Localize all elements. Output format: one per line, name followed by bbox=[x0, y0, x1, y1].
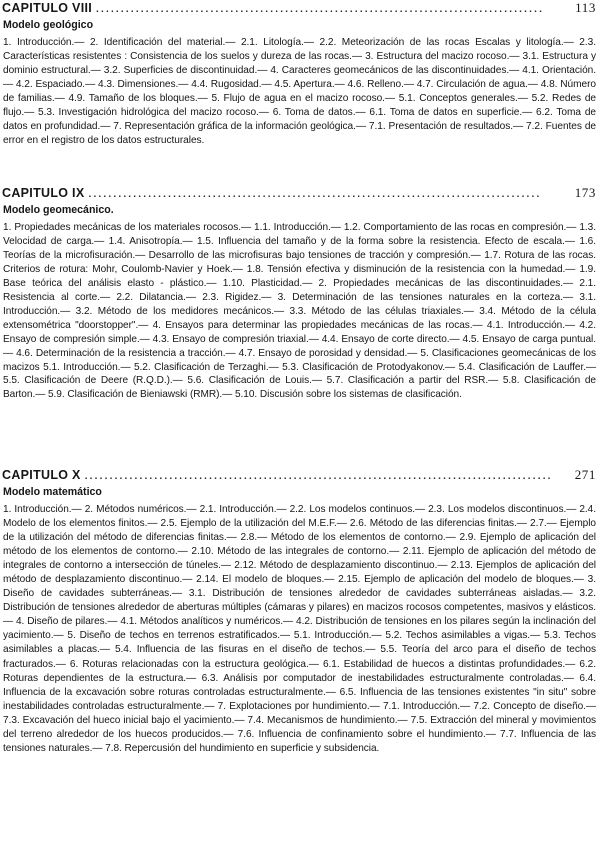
chapter-title: CAPITULO IX bbox=[2, 186, 85, 200]
chapter-subtitle: Modelo matemático bbox=[3, 486, 102, 498]
dot-leader: .......................................................................................... bbox=[96, 4, 545, 15]
chapter-heading-row bbox=[2, 185, 596, 203]
chapter-contents-text: 1. Introducción.— 2. Métodos numéricos.— 2.1. Introducción.— 2.2. Los modelos continuos.— 2.3. Los modelos discontinuos.— 2.4. Modelo de los elementos finitos.— 2.5. Ejemplo de la utilización del M.E.F.— 2.6. Método de las diferencias finitas.— 2.7.— Ejemplo de la utilización del método de diferencias finitas.— 2.8.— Método de los elementos de contorno.— 2.9. Ejemplo de aplicación del método de los elementos de contorno.— 2.10. Método de las integrales de contorno.— 2.11. Ejemplo de aplicación del método de integrales de contorno a intersección de túneles.— 2.12. Método de desplazamiento discontinuo.— 2.13. Ejemplos de aplicación del método de desplazamiento discontinuo.— 2.14. El modelo de bloques.— 2.15. Ejemplo de aplicación del modelo de bloques.— 3. Diseño de cavidades subterráneas.— 3.1. Distribución de tensiones alrededor de cavidades subterráneas aisladas.— 3.2. Distribución de tensiones alrededor de aberturas múltiples (cámaras y pilares) en macizos rocosos competentes, masivos y elásticos.— 4. Diseño de pilares.— 4.1. Métodos analíticos y numéricos.— 4.2. Distribución de tensiones en los pilares según la inclinación del yacimiento.— 5. Diseño de techos en terrenos estratificados.— 5.1. Introducción.— 5.2. Techos asimilables a vigas.— 5.3. Techos asimilables a placas.— 5.4. Influencia de las fisuras en el diseño de techos.— 5.5. Teoría del arco para el diseño de techos fracturados.— 6. Roturas relacionadas con la estructura geológica.— 6.1. Estabilidad de huecos a distintas profundidades.— 6.2. Roturas dependientes de la estructura.— 6.3. Análisis por computador de inestabilidades estructuralmente controladas.— 6.4. Influencia de la excavación sobre roturas controladas estructuralmente.— 6.5. Influencia de las tensiones existentes "in situ" sobre inestabilidades controladas estructuralmente.— 7. Explotaciones por hundimiento.— 7.1. Introducción.— 7.2. Concepto de diseño.— 7.3. Excavación del hueco inicial bajo el yacimiento.— 7.4. Mecanismos de hundimiento.— 7.5. Extracción del mineral y movimientos del terreno alrededor de los huecos producidos.— 7.6. Influencia de confinamiento sobre el hundimiento.— 7.7. Influencia de las tensiones naturales.— 7.8. Repercusión del hundimiento en superficie y subsidencia. bbox=[3, 504, 596, 754]
chapter-contents-text: 1. Propiedades mecánicas de los materiales rocosos.— 1.1. Introducción.— 1.2. Comportamiento de las rocas en compresión.— 1.3. Velocidad de carga.— 1.4. Anisotropía.— 1.5. Influencia del tamaño y de la forma sobre la resistencia. Efecto de escala.— 1.6. Teorías de la microfisuración.— Desarrollo de las microfisuras bajo tensiones de tracción y compresión.— 1.7. Rotura de las rocas. Criterios de rotura: Mohr, Coulomb-Navier y Hoek.— 1.8. Tensión efectiva y disminución de la resistencia con la humedad.— 1.9. Base teórica del análisis elasto - plástico.— 1.10. Plasticidad.— 2. Propiedades mecánicas de las discontinuidades.— 2.1. Resistencia al corte.— 2.2. Dilatancia.— 2.3. Rigidez.— 3. Determinación de las tensiones naturales en la corteza.— 3.1. Introducción.— 3.2. Método de los medidores mecánicos.— 3.3. Método de las células triaxiales.— 3.4. Método de la célula extensométrica "doorstopper".— 4. Ensayos para determinar las propiedades mecánicas de las rocas.— 4.1. Introducción.— 4.2. Ensayo de compresión simple.— 4.3. Ensayo de compresión triaxial.— 4.4. Ensayo de corte directo.— 4.5. Ensayo de carga puntual.— 4.6. Determinación de la resistencia a tracción.— 4.7. Ensayo de porosidad y densidad.— 5. Clasificaciones geomecánicas de los macizos 5.1. Introducción.— 5.2. Clasificación de Terzaghi.— 5.3. Clasificación de Protodyakonov.— 5.4. Clasificación de Lauffer.— 5.5. Clasificación de Deere (R.Q.D.).— 5.6. Clasificación de Louis.— 5.7. Clasificación a partir del RSR.— 5.8. Clasificación de Barton.— 5.9. Clasificación de Bieniawski (RMR).— 5.10. Discusión sobre los sistemas de clasificación. bbox=[3, 222, 596, 401]
chapter-title: CAPITULO VIII bbox=[2, 1, 93, 15]
chapter-page-number: 173 bbox=[574, 185, 596, 200]
chapter-heading-row bbox=[2, 467, 596, 485]
chapter-ix-entry bbox=[0, 185, 600, 402]
chapter-page-number: 113 bbox=[575, 0, 596, 15]
dot-leader: .............................................................................................. bbox=[84, 471, 553, 482]
chapter-viii-entry bbox=[0, 0, 600, 148]
chapter-title: CAPITULO X bbox=[2, 468, 81, 482]
chapter-page-number: 271 bbox=[574, 467, 596, 482]
chapter-contents-text: 1. Introducción.— 2. Identificación del material.— 2.1. Litología.— 2.2. Meteorización de las rocas Escalas y litología.— 2.3. Características resistentes : Consistencia de los suelos y dureza de las rocas.— 3. Estructura del macizo rocoso.— 3.1. Estructura y dominio estructural.— 3.2. Superficies de discontinuidad.— 4. Caracteres geomecánicos de las discontinuidades.— 4.1. Orientación.— 4.2. Espaciado.— 4.3. Dimensiones.— 4.4. Rugosidad.— 4.5. Apertura.— 4.6. Relleno.— 4.7. Circulación de agua.— 4.8. Número de familias.— 4.9. Tamaño de los bloques.— 5. Flujo de agua en el macizo rocoso.— 5.1. Conceptos generales.— 5.2. Redes de flujo.— 5.3. Investigación hidrológica del macizo rocoso.— 6. Toma de datos.— 6.1. Toma de datos en superficie.— 6.2. Toma de datos en profundidad.— 7. Representación gráfica de la información geológica.— 7.1. Presentación de resultados.— 7.2. Fuentes de error en el registro de los datos estructurales. bbox=[3, 37, 596, 146]
chapter-x-entry bbox=[0, 467, 600, 756]
dot-leader: ........................................................................................... bbox=[88, 189, 542, 200]
chapter-heading-row bbox=[2, 0, 596, 18]
chapter-subtitle: Modelo geológico bbox=[3, 19, 94, 31]
chapter-subtitle: Modelo geomecánico. bbox=[3, 204, 114, 216]
